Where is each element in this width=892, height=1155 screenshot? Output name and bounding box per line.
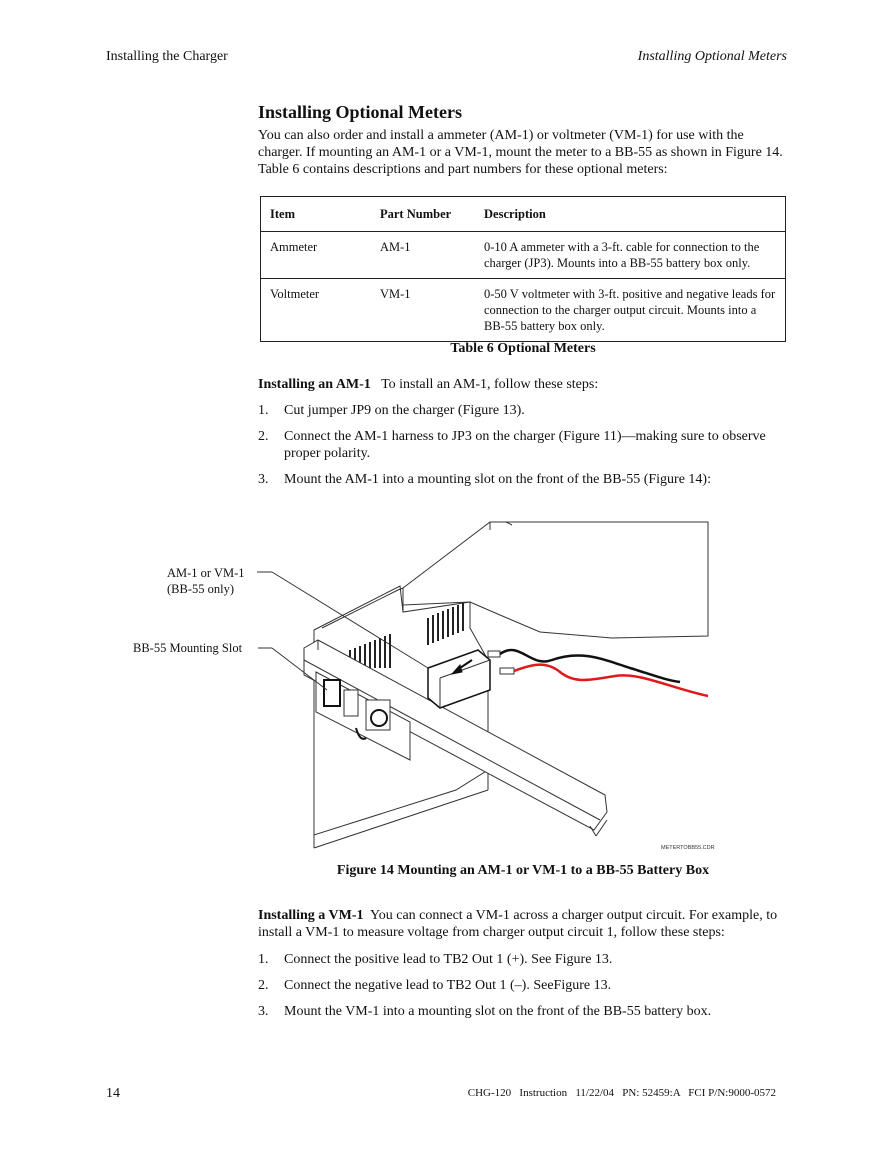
table-header-part-number: Part Number xyxy=(380,197,484,232)
table-caption: Table 6 Optional Meters xyxy=(450,341,596,356)
list-item xyxy=(258,1003,788,1020)
list-item xyxy=(258,951,788,968)
step-text: Connect the negative lead to TB2 Out 1 (–). SeeFigure 13. xyxy=(284,978,612,993)
step-text: Connect the positive lead to TB2 Out 1 (+). See Figure 13. xyxy=(284,952,613,967)
page-number: 14 xyxy=(106,1086,120,1101)
vm1-intro xyxy=(258,907,788,941)
table-header-description: Description xyxy=(484,197,786,232)
running-header-right: Installing Optional Meters xyxy=(637,49,787,64)
step-text: Cut jumper JP9 on the charger (Figure 13). xyxy=(284,403,525,418)
vm1-runin-heading: Installing a VM-1 xyxy=(258,908,364,923)
step-number: 3. xyxy=(258,472,269,487)
table-cell-description: 0-50 V voltmeter with 3-ft. positive and negative leads for connection to the charger output circuit. Mounts into a BB-55 battery box only. xyxy=(484,279,786,342)
step-number: 1. xyxy=(258,403,269,418)
step-number: 2. xyxy=(258,978,269,993)
table-cell-description: 0-10 A ammeter with a 3-ft. cable for connection to the charger (JP3). Mounts into a BB-55 battery box only. xyxy=(484,232,786,279)
running-header-left: Installing the Charger xyxy=(106,49,228,64)
red-lead-wire xyxy=(514,665,708,696)
section-title: Installing Optional Meters xyxy=(258,102,463,122)
vm1-steps-list xyxy=(258,951,788,1029)
table-cell-item: Voltmeter xyxy=(261,279,381,342)
figure-filename: METERTOBB55.CDR xyxy=(661,845,715,851)
step-number: 1. xyxy=(258,952,269,967)
step-number: 2. xyxy=(258,429,269,444)
vm1-intro-text: You can connect a VM-1 across a charger output circuit. For example, to install a VM-1 to measure voltage from charger output circuit 1, follow these steps: xyxy=(258,908,778,940)
list-item xyxy=(258,977,788,994)
callout-meter-line1: AM-1 or VM-1 xyxy=(167,566,245,580)
callout-meter-line2: (BB-55 only) xyxy=(167,582,235,596)
step-text: Mount the VM-1 into a mounting slot on the front of the BB-55 battery box. xyxy=(284,1004,712,1019)
am1-runin-heading: Installing an AM-1 xyxy=(258,377,371,392)
document-footer: CHG-120 Instruction 11/22/04 PN: 52459:A FCI P/N:9000-0572 xyxy=(467,1087,776,1099)
step-number: 3. xyxy=(258,1004,269,1019)
intro-paragraph: You can also order and install a ammeter (AM-1) or voltmeter (VM-1) for use with the charger. If mounting an AM-1 or a VM-1, mount the meter to a BB-55 as shown in Figure 14. Table 6 contains descriptions and part numbers for these optional meters: xyxy=(258,128,783,177)
table-cell-part-number: AM-1 xyxy=(380,232,484,279)
step-text: Mount the AM-1 into a mounting slot on the front of the BB-55 (Figure 14): xyxy=(284,472,711,487)
table-cell-item: Ammeter xyxy=(261,232,381,279)
figure-caption: Figure 14 Mounting an AM-1 or VM-1 to a BB-55 Battery Box xyxy=(336,863,710,878)
callout-mounting-slot-label: BB-55 Mounting Slot xyxy=(133,641,243,655)
step-text: Connect the AM-1 harness to JP3 on the charger (Figure 11)—making sure to observe proper polarity. xyxy=(284,429,766,461)
table-header-item: Item xyxy=(261,197,381,232)
am1-intro-text: To install an AM-1, follow these steps: xyxy=(381,377,599,392)
table-cell-part-number: VM-1 xyxy=(380,279,484,342)
